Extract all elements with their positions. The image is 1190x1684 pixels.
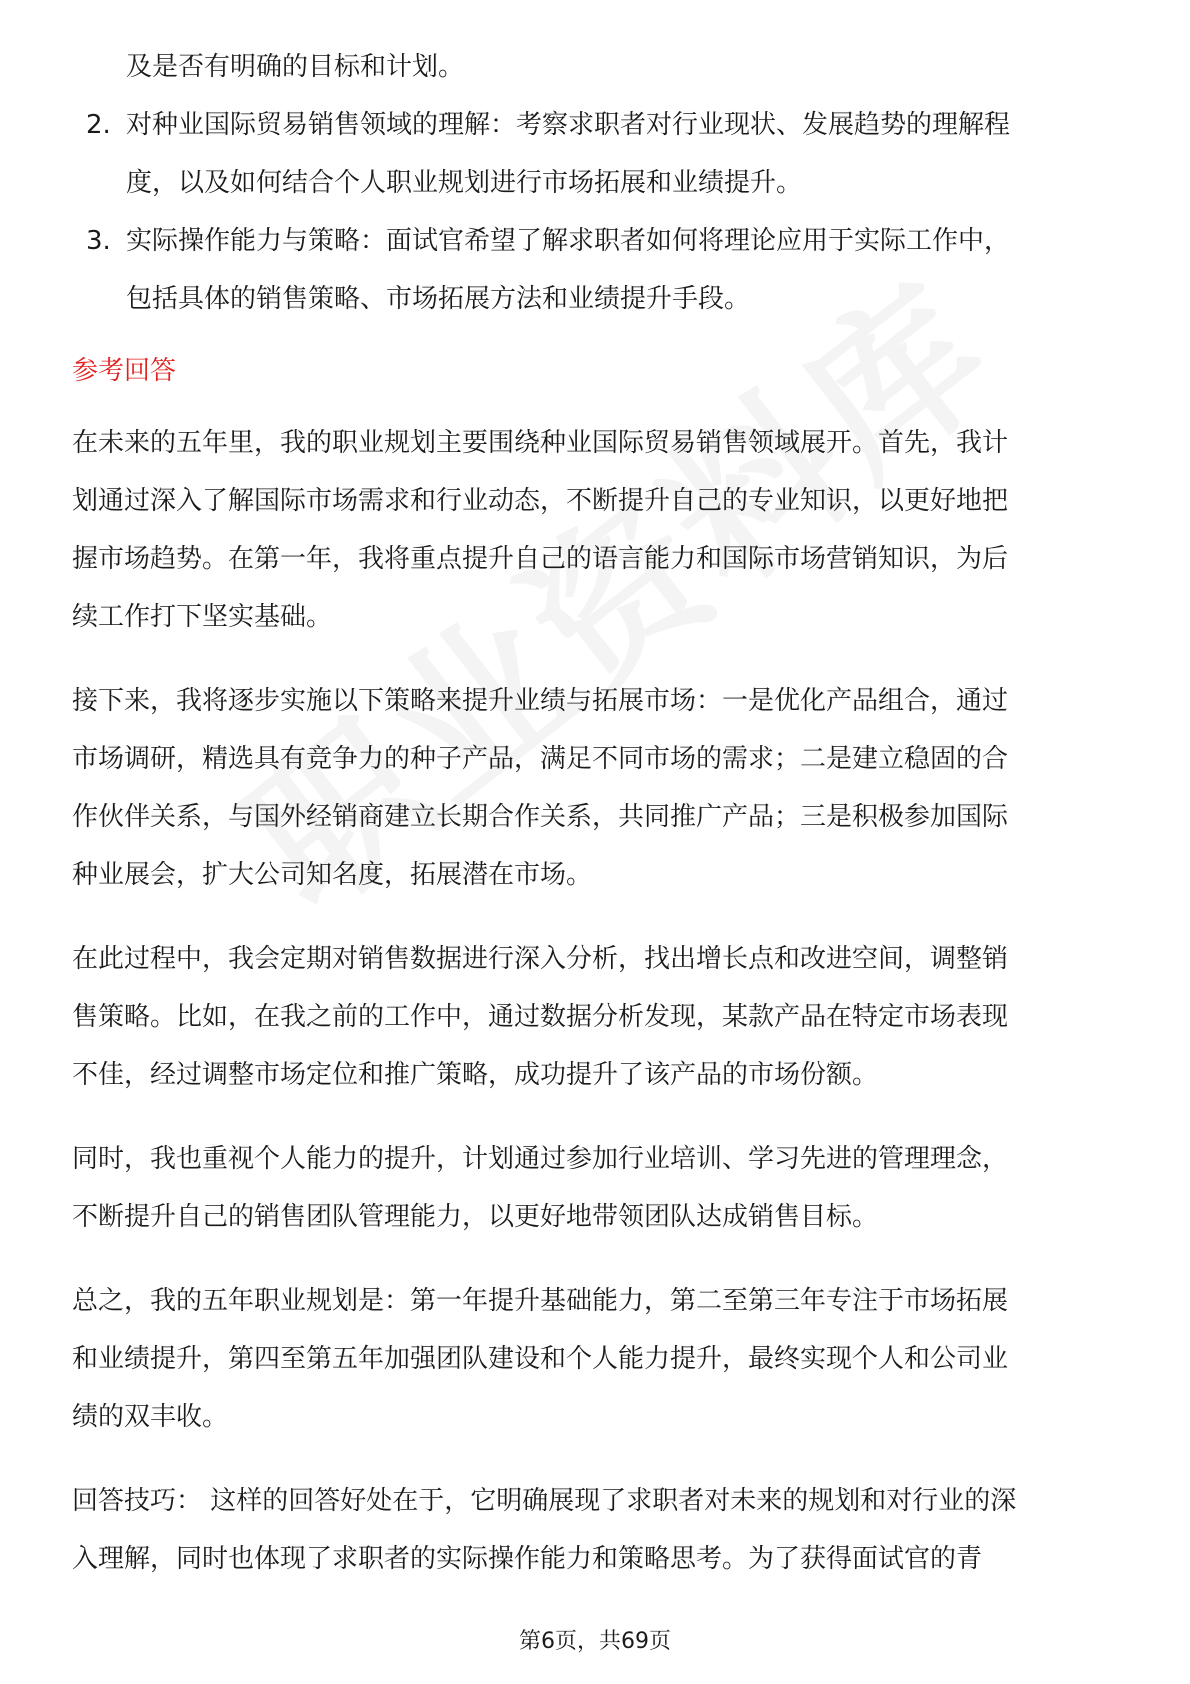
paragraph-line: 不佳，经过调整市场定位和推广策略，成功提升了该产品的市场份额。 bbox=[72, 1060, 879, 1090]
paragraph-line: 在此过程中，我会定期对销售数据进行深入分析，找出增长点和改进空间，调整销 bbox=[72, 944, 1009, 974]
list-item-line: 实际操作能力与策略：面试官希望了解求职者如何将理论应用于实际工作中， bbox=[126, 226, 1011, 256]
paragraph-line: 入理解，同时也体现了求职者的实际操作能力和策略思考。为了获得面试官的青 bbox=[72, 1544, 983, 1574]
list-item-3 bbox=[72, 212, 1122, 328]
list-number: 2. bbox=[86, 110, 111, 140]
paragraph-line: 和业绩提升，第四至第五年加强团队建设和个人能力提升，最终实现个人和公司业 bbox=[72, 1344, 1009, 1374]
paragraph-line: 种业展会，扩大公司知名度，拓展潜在市场。 bbox=[72, 860, 593, 890]
paragraph-line: 总之，我的五年职业规划是：第一年提升基础能力，第二至第三年专注于市场拓展 bbox=[72, 1286, 1009, 1316]
paragraph-line: 绩的双丰收。 bbox=[72, 1402, 229, 1432]
paragraph-2 bbox=[72, 672, 1122, 904]
list-item-line: 对种业国际贸易销售领域的理解：考察求职者对行业现状、发展趋势的理解程 bbox=[126, 110, 1011, 140]
page-number-footer: 第6页，共69页 bbox=[519, 1629, 671, 1654]
paragraph-line: 划通过深入了解国际市场需求和行业动态，不断提升自己的专业知识，以更好地把 bbox=[72, 486, 1009, 516]
list-number: 3. bbox=[86, 226, 111, 256]
paragraph-line: 售策略。比如，在我之前的工作中，通过数据分析发现，某款产品在特定市场表现 bbox=[72, 1002, 1009, 1032]
paragraph-4 bbox=[72, 1130, 1122, 1246]
paragraph-line: 不断提升自己的销售团队管理能力，以更好地带领团队达成销售目标。 bbox=[72, 1202, 879, 1232]
paragraph-line: 握市场趋势。在第一年，我将重点提升自己的语言能力和国际市场营销知识，为后 bbox=[72, 544, 1009, 574]
paragraph-3 bbox=[72, 930, 1122, 1104]
paragraph-line: 作伙伴关系，与国外经销商建立长期合作关系，共同推广产品；三是积极参加国际 bbox=[72, 802, 1009, 832]
list-item-line: 包括具体的销售策略、市场拓展方法和业绩提升手段。 bbox=[126, 284, 751, 314]
page-content bbox=[72, 38, 1122, 1588]
paragraph-line: 同时，我也重视个人能力的提升，计划通过参加行业培训、学习先进的管理理念， bbox=[72, 1144, 1009, 1174]
list-item-line: 度，以及如何结合个人职业规划进行市场拓展和业绩提升。 bbox=[126, 168, 803, 198]
section-heading: 参考回答 bbox=[72, 356, 177, 386]
paragraph-line: 市场调研，精选具有竞争力的种子产品，满足不同市场的需求；二是建立稳固的合 bbox=[72, 744, 1009, 774]
paragraph-line: 接下来，我将逐步实施以下策略来提升业绩与拓展市场：一是优化产品组合，通过 bbox=[72, 686, 1009, 716]
list-continuation-line: 及是否有明确的目标和计划。 bbox=[126, 52, 465, 82]
paragraph-6 bbox=[72, 1472, 1122, 1588]
paragraph-1 bbox=[72, 414, 1122, 646]
list-item-2 bbox=[72, 96, 1122, 212]
paragraph-line: 在未来的五年里，我的职业规划主要围绕种业国际贸易销售领域展开。首先，我计 bbox=[72, 428, 1009, 458]
paragraph-line: 回答技巧： 这样的回答好处在于，它明确展现了求职者对未来的规划和对行业的深 bbox=[72, 1486, 1017, 1516]
paragraph-5 bbox=[72, 1272, 1122, 1446]
paragraph-line: 续工作打下坚实基础。 bbox=[72, 602, 333, 632]
